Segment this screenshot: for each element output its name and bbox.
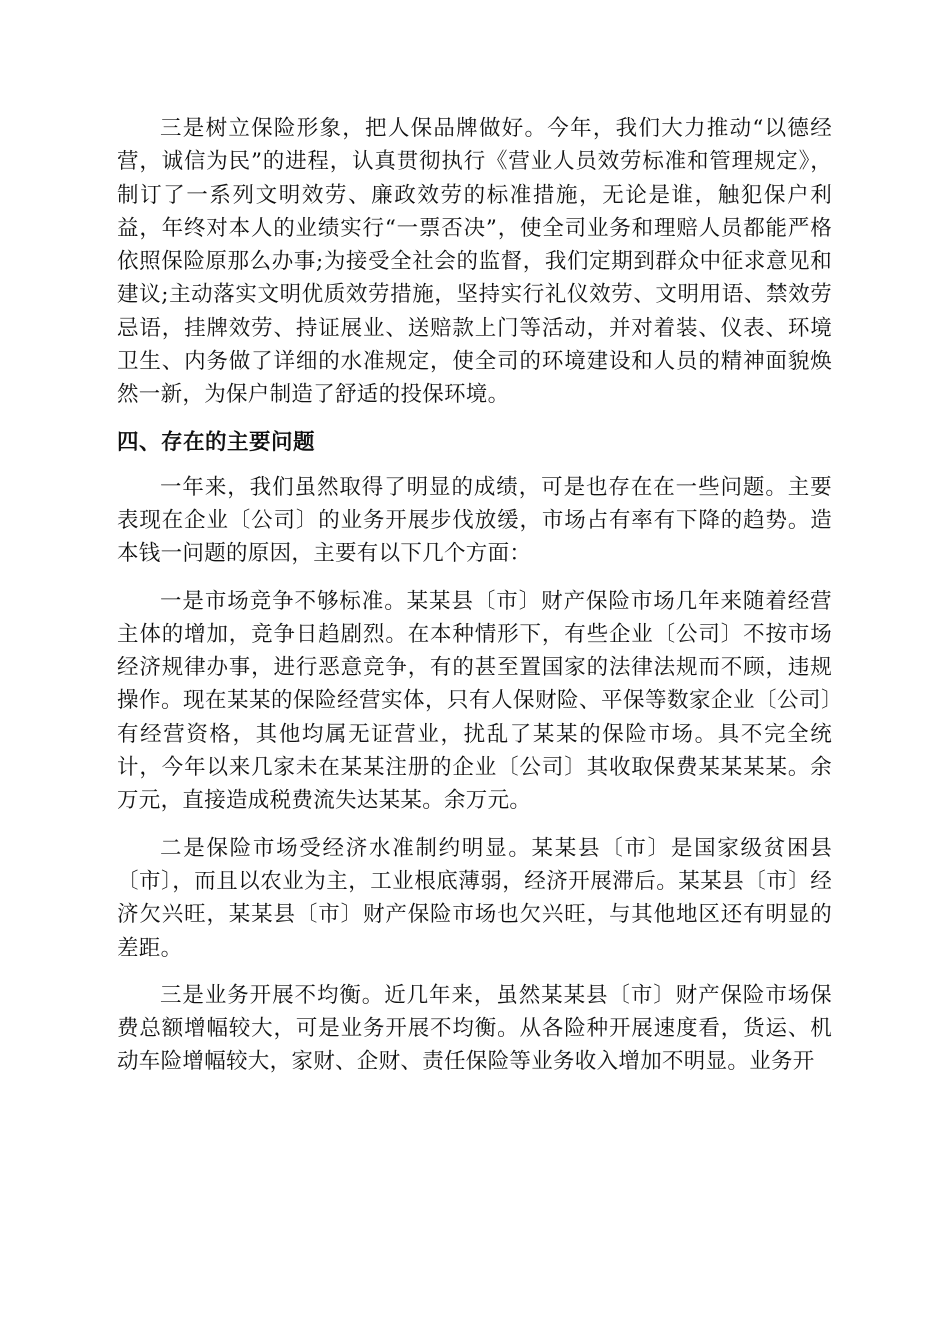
section-heading-main-problems: 四、存在的主要问题 bbox=[117, 429, 316, 455]
paragraph-problems-intro: 一年来，我们虽然取得了明显的成绩，可是也存在在一些问题。主要表现在企业〔公司〕的业务开展步伐放缓，市场占有率有下降的趋势。造本钱一问题的原因，主要有以下几个方面： bbox=[117, 474, 832, 567]
paragraph-economic-constraint: 二是保险市场受经济水准制约明显。某某县〔市〕是国家级贫困县〔市〕，而且以农业为主，工业根底薄弱，经济开展滞后。某某县〔市〕经济欠兴旺，某某县〔市〕财产保险市场也欠兴旺，与其他地区还有明显的差距。 bbox=[117, 835, 832, 961]
paragraph-brand-image: 三是树立保险形象，把人保品牌做好。今年，我们大力推动“以德经营，诚信为民”的进程，认真贯彻执行《营业人员效劳标准和管理规定》，制订了一系列文明效劳、廉政效劳的标准措施，无论是谁，触犯保户利益，年终对本人的业绩实行“一票否决”，使全司业务和理赔人员都能严格依照保险原那么办事;为接受全社会的监督，我们定期到群众中征求意见和建议;主动落实文明优质效劳措施，坚持实行礼仪效劳、文明用语、禁效劳忌语，挂牌效劳、持证展业、送赔款上门等活动，并对着装、仪表、环境卫生、内务做了详细的水准规定，使全司的环境建设和人员的精神面貌焕然一新，为保户制造了舒适的投保环境。 bbox=[117, 116, 832, 408]
paragraph-uneven-development: 三是业务开展不均衡。近几年来，虽然某某县〔市〕财产保险市场保费总额增幅较大，可是业务开展不均衡。从各险种开展速度看，货运、机动车险增幅较大，家财、企财、责任保险等业务收入增加不明显。业务开 bbox=[117, 982, 832, 1075]
document-page bbox=[117, 112, 832, 1093]
paragraph-market-competition: 一是市场竞争不够标准。某某县〔市〕财产保险市场几年来随着经营主体的增加，竞争日趋剧烈。在本种情形下，有些企业〔公司〕不按市场经济规律办事，进行恶意竞争，有的甚至置国家的法律法规而不顾，违规操作。现在某某的保险经营实体，只有人保财险、平保等数家企业〔公司〕有经营资格，其他均属无证营业，扰乱了某某的保险市场。具不完全统计，今年以来几家未在某某注册的企业〔公司〕其收取保费某某某某。余万元，直接造成税费流失达某某。余万元。 bbox=[117, 588, 832, 814]
